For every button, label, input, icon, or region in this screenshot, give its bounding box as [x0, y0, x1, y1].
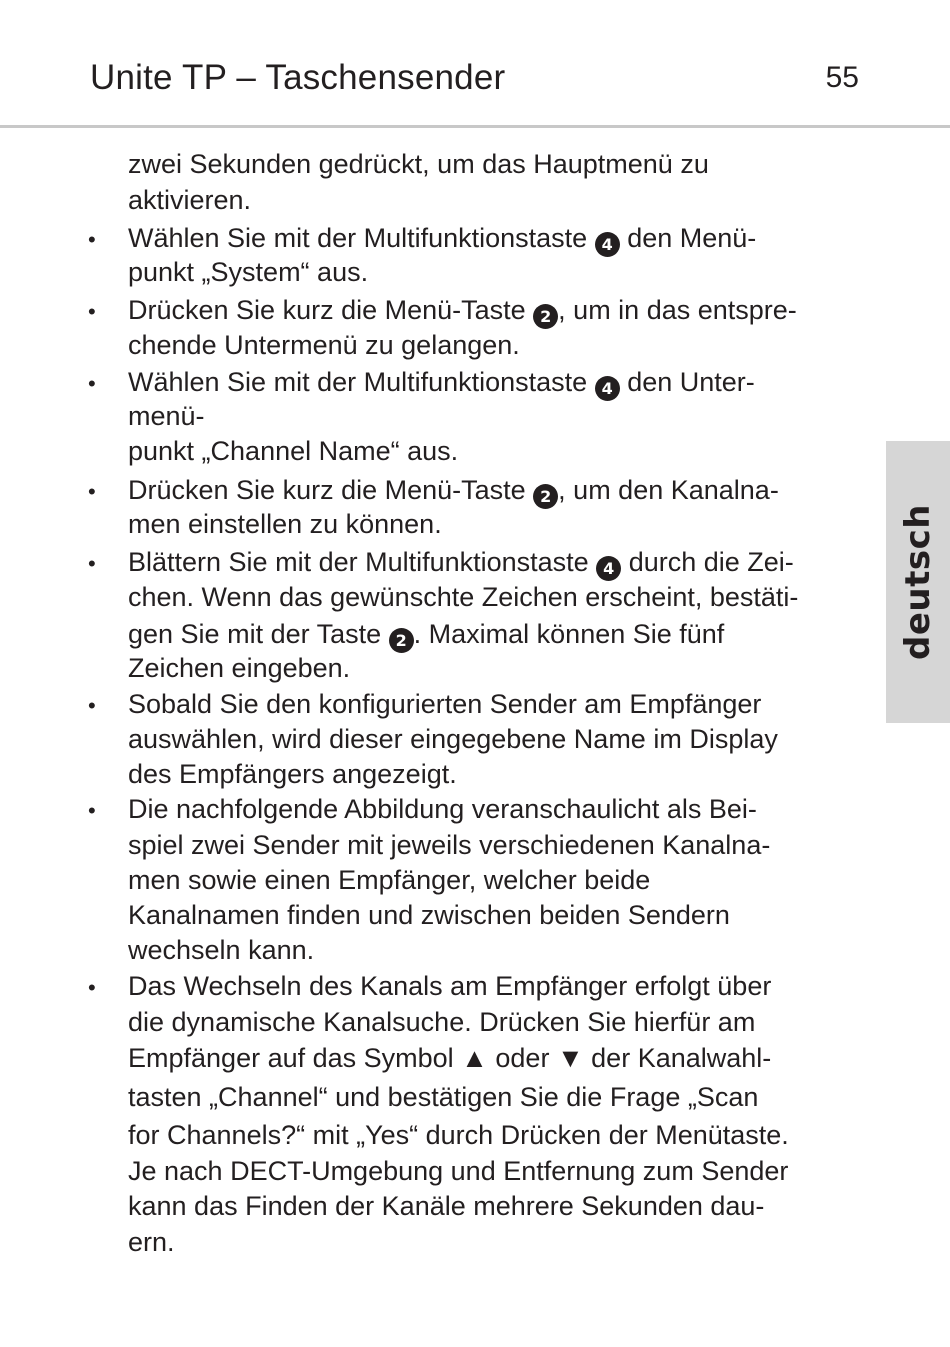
text-line: menü- [128, 401, 205, 431]
text-span: , um in das entspre- [558, 295, 797, 325]
text-line: Empfänger auf das Symbol ▲ oder ▼ der Kanalwahl- [128, 1043, 772, 1073]
multifunction-key-badge: 4 [595, 232, 620, 257]
text-line [128, 292, 797, 328]
text-line: chende Untermenü zu gelangen. [128, 330, 520, 360]
text-line [128, 472, 779, 508]
bullet: • [88, 551, 96, 576]
bullet: • [88, 227, 96, 252]
text-span: gen Sie mit der Taste [128, 619, 389, 649]
menu-key-badge: 2 [533, 484, 558, 509]
text-span: Drücken Sie kurz die Menü-Taste [128, 475, 534, 505]
text-span: Blättern Sie mit der Multifunktionstaste [128, 547, 597, 577]
multifunction-key-badge: 4 [596, 556, 621, 581]
text-line: auswählen, wird dieser eingegebene Name im Display [128, 724, 778, 754]
text-line: die dynamische Kanalsuche. Drücken Sie hierfür am [128, 1007, 756, 1037]
text-line: wechseln kann. [128, 935, 315, 965]
page-header [0, 0, 950, 128]
text-line: Je nach DECT-Umgebung und Entfernung zum Sender [128, 1156, 789, 1186]
text-span: Wählen Sie mit der Multifunktionstaste [128, 223, 595, 253]
text-line: kann das Finden der Kanäle mehrere Sekunden dau- [128, 1191, 765, 1221]
text-line: spiel zwei Sender mit jeweils verschiedenen Kanalna- [128, 830, 771, 860]
text-span: den Menü- [619, 223, 757, 253]
text-line: tasten „Channel“ und bestätigen Sie die Frage „Scan [128, 1082, 759, 1112]
language-tab [886, 441, 950, 723]
text-line: Kanalnamen finden und zwischen beiden Sendern [128, 900, 730, 930]
text-line: zwei Sekunden gedrückt, um das Hauptmenü zu [128, 149, 709, 179]
text-line: Das Wechseln des Kanals am Empfänger erfolgt über [128, 971, 772, 1001]
bullet: • [88, 693, 96, 718]
text-line: men einstellen zu können. [128, 509, 442, 539]
text-line: chen. Wenn das gewünschte Zeichen erscheint, bestäti- [128, 582, 799, 612]
text-line [128, 616, 724, 652]
text-line: aktivieren. [128, 185, 252, 215]
language-tab-label: deutsch [898, 504, 938, 660]
page-title: Unite TP – Taschensender [90, 58, 506, 97]
multifunction-key-badge: 4 [595, 376, 620, 401]
bullet: • [88, 975, 96, 1000]
text-span: . Maximal können Sie fünf [413, 619, 725, 649]
text-line: des Empfängers angezeigt. [128, 759, 457, 789]
text-line [128, 544, 794, 580]
text-line: men sowie einen Empfänger, welcher beide [128, 865, 651, 895]
bullet: • [88, 299, 96, 324]
menu-key-badge: 2 [533, 304, 558, 329]
bullet: • [88, 371, 96, 396]
text-line: Sobald Sie den konfigurierten Sender am Empfänger [128, 689, 762, 719]
text-line [128, 220, 756, 256]
text-span: durch die Zei- [621, 547, 794, 577]
page-number: 55 [825, 61, 859, 94]
text-line: punkt „System“ aus. [128, 257, 369, 287]
text-span: Drücken Sie kurz die Menü-Taste [128, 295, 534, 325]
text-line: Zeichen eingeben. [128, 653, 351, 683]
text-span: , um den Kanalna- [558, 475, 779, 505]
text-span: Wählen Sie mit der Multifunktionstaste [128, 367, 595, 397]
text-line: ern. [128, 1227, 175, 1257]
text-line: Die nachfolgende Abbildung veranschaulicht als Bei- [128, 794, 757, 824]
text-line: for Channels?“ mit „Yes“ durch Drücken der Menütaste. [128, 1120, 789, 1150]
menu-key-badge: 2 [389, 628, 414, 653]
bullet: • [88, 798, 96, 823]
text-span: den Unter- [619, 367, 755, 397]
text-line [128, 364, 755, 400]
bullet: • [88, 479, 96, 504]
text-line: punkt „Channel Name“ aus. [128, 436, 459, 466]
